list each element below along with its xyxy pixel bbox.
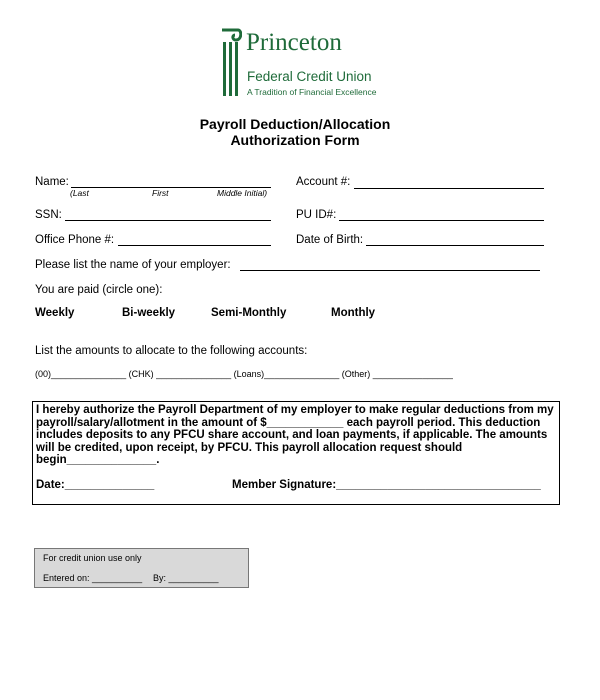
pay-option-biweekly[interactable]: Bi-weekly [122,307,176,319]
employer-label: Please list the name of your employer: [35,259,231,271]
ssn-field[interactable] [65,220,271,221]
member-signature-field[interactable]: Member Signature:________________________________ [232,479,541,491]
logo-subtitle: Federal Credit Union [247,69,372,84]
authorization-box [32,401,560,505]
title-line-1: Payroll Deduction/Allocation [199,116,391,132]
entered-by-field: By: __________ [153,573,219,583]
logo-name: Princeton [246,29,342,56]
account-label: Account #: [296,176,351,188]
office-phone-field[interactable] [118,245,271,246]
page-title [150,116,440,148]
credit-union-use-box [34,548,249,588]
column-pillar-icon [220,28,242,98]
office-phone-label: Office Phone #: [35,234,115,246]
name-first-hint: First [152,188,169,198]
pu-id-field[interactable] [339,220,544,221]
date-signed-field[interactable]: Date:______________ [36,479,155,491]
name-last-hint: (Last [70,188,89,198]
account-field[interactable] [354,188,544,189]
title-line-2: Authorization Form [230,132,360,148]
name-middle-hint: Middle Initial) [217,188,268,198]
pay-option-semimonthly[interactable]: Semi-Monthly [211,307,287,319]
accounts-prompt: List the amounts to allocate to the following accounts: [35,345,308,357]
entered-on-field: Entered on: __________ [43,573,143,583]
name-label: Name: [35,176,69,188]
logo-tagline: A Tradition of Financial Excellence [247,87,377,97]
pay-prompt: You are paid (circle one): [35,284,163,296]
dob-field[interactable] [366,245,544,246]
employer-field[interactable] [240,270,540,271]
authorization-text: I hereby authorize the Payroll Department of my employer to make regular deductions from my payroll/salary/allotment in the amount of $____________ each payroll period. This deduction includes deposits to any PFCU share account, and loan payments, if applicable. The amounts will be credited, upon receipt, by PFCU. This payroll allocation request should begin______________. [36,404,554,466]
accounts-allocation-line[interactable]: (00)_______________ (CHK) _______________ (Loans)_______________ (Other) ________________ [35,369,453,379]
dob-label: Date of Birth: [296,234,364,246]
credit-union-use-title: For credit union use only [43,553,142,563]
pu-id-label: PU ID#: [296,209,337,221]
pay-option-monthly[interactable]: Monthly [331,307,376,319]
ssn-label: SSN: [35,209,62,221]
pay-option-weekly[interactable]: Weekly [35,307,75,319]
